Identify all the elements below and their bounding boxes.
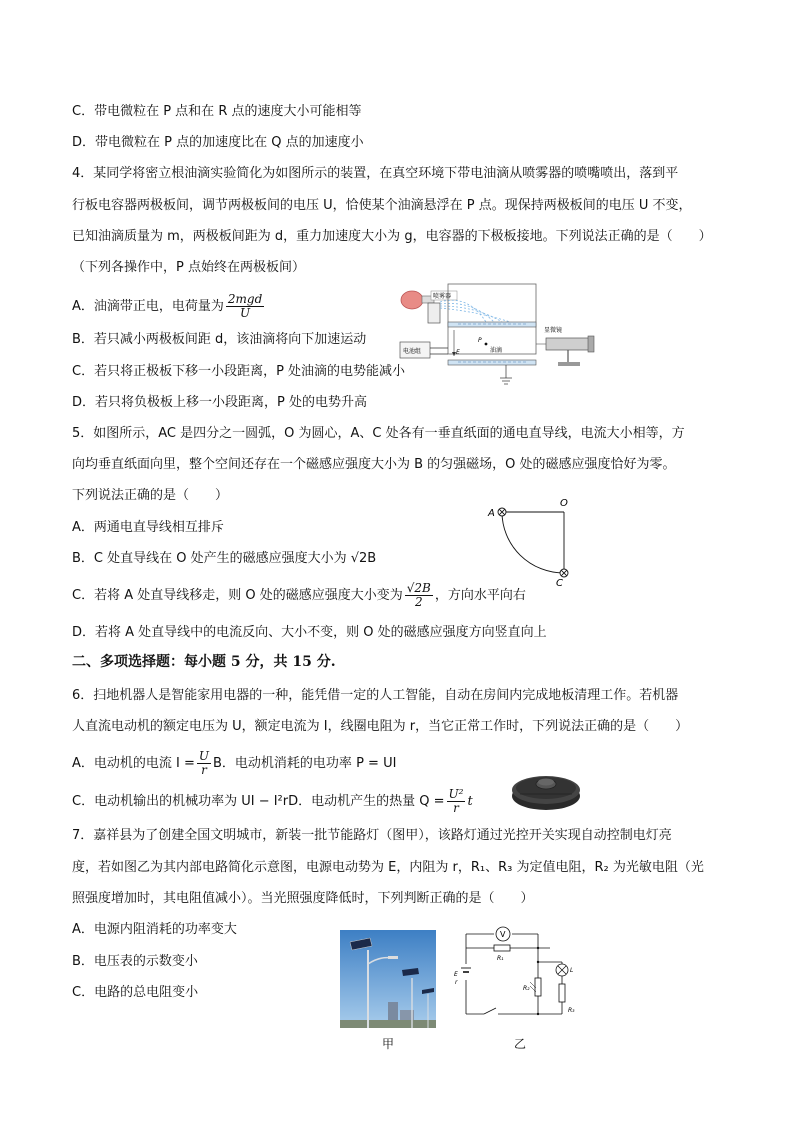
q6-stem-line1: 6．扫地机器人是智能家用电器的一种，能凭借一定的人工智能，自动在房间内完成地板清理工作。若机器: [72, 688, 679, 703]
q6d-numerator: U²: [448, 787, 464, 801]
caption-jia: 甲: [382, 1037, 395, 1051]
sprayer-label: 喷雾器: [433, 293, 452, 300]
section-2-heading: 二、多项选择题：每小题 5 分，共 15 分.: [72, 654, 336, 670]
lower-plate: [448, 360, 536, 365]
q6-option-c: C．电动机输出的机械功率为 UI − I²r: [72, 794, 289, 809]
photoresistor-r2: [535, 978, 541, 996]
q5-option-d: D．若将 A 处直导线中的电流反向、大小不变，则 O 处的磁感应强度方向竖直向上: [72, 625, 547, 640]
wire-a-icon: [498, 508, 506, 516]
q6a-numerator: U: [198, 749, 210, 763]
q4-option-c: C．若只将正极板下移一小段距离，P 处油滴的电势能减小: [72, 364, 406, 379]
quarter-arc-figure: [480, 496, 580, 588]
q6d-text: D．电动机产生的热量 Q =: [288, 794, 445, 809]
q7-option-b: B．电压表的示数变小: [72, 954, 198, 969]
q5-option-a: A．两通电直导线相互排斥: [72, 520, 224, 535]
q5c-text: C．若将 A 处直导线移走，则 O 处的磁感应强度大小变为: [72, 588, 403, 603]
sprayer-bulb-icon: [401, 291, 423, 309]
q4a-text: A．油滴带正电，电荷量为: [72, 299, 224, 314]
q5c-numerator: √2B: [406, 581, 431, 595]
voltmeter-label: V: [500, 930, 506, 939]
q7-option-c: C．电路的总电阻变小: [72, 985, 199, 1000]
point-p-label: P: [478, 337, 482, 344]
q6-option-b: B．电动机消耗的电功率 P = UI: [213, 756, 397, 771]
q6-stem-line2: 人直流电动机的额定电压为 U，额定电流为 I，线圈电阻为 r，当它正常工作时，下列说法正确的是（ ）: [72, 719, 689, 734]
resistor-r1: [494, 945, 510, 951]
q4a-numerator: 2mgd: [227, 292, 263, 306]
resistor-r3: [559, 984, 565, 1002]
q5-stem-line2: 向均垂直纸面向里，整个空间还存在一个磁感应强度大小为 B 的匀强磁场，O 处的磁感应强度恰好为零。: [72, 457, 676, 472]
wire-c-icon: [560, 569, 568, 577]
upper-plate: [448, 322, 536, 327]
oil-drop-apparatus-figure: [398, 282, 610, 390]
r2-label: R₂: [523, 985, 530, 992]
q5c-denominator: 2: [414, 595, 423, 609]
internal-r-label: r: [455, 979, 458, 986]
q6-option-row1: [72, 750, 396, 777]
q3-option-d: D．带电微粒在 P 点的加速度比在 Q 点的加速度小: [72, 135, 364, 150]
q4-stem-line4: （下列各操作中，P 点始终在两极板间）: [72, 260, 305, 275]
robot-vacuum-image: [508, 764, 584, 814]
microscope-icon: [546, 338, 590, 350]
arc-ac: [502, 512, 564, 573]
q7-stem-line1: 7．嘉祥县为了创建全国文明城市，新装一批节能路灯（图甲），该路灯通过光控开关实现自动控制电灯亮: [72, 828, 672, 843]
r1-label: R₁: [497, 955, 504, 962]
q7-option-a: A．电源内阻消耗的功率变大: [72, 922, 237, 937]
q4-option-a: [72, 293, 266, 320]
sprayer-body: [428, 303, 440, 323]
microscope-label: 显微镜: [544, 327, 563, 334]
q4-stem-line3: 已知油滴质量为 m，两极板间距为 d，重力加速度大小为 g，电容器的下极板接地。下列说法正确的是（ ）: [72, 229, 712, 244]
spray-lines: [440, 300, 510, 322]
q7-stem-line2: 度，若如图乙为其内部电路简化示意图，电源电动势为 E，内阻为 r，R₁、R₃ 为定值电阻，R₂ 为光敏电阻（光: [72, 860, 704, 875]
q4-stem-line1: 4．某同学将密立根油滴实验简化为如图所示的装置，在真空环境下带电油滴从喷雾器的喷嘴喷出，落到平: [72, 166, 679, 181]
circuit-diagram: [450, 924, 586, 1024]
q3-option-c: C．带电微粒在 P 点和在 R 点的速度大小可能相等: [72, 104, 362, 119]
q5-option-b: B．C 处直导线在 O 处产生的磁感应强度大小为 √2B: [72, 551, 377, 566]
glass-chamber: [448, 284, 536, 354]
point-c-label: C: [556, 578, 563, 588]
droplet-label: 油滴: [490, 347, 503, 354]
q5-option-c: [72, 582, 526, 609]
q6a-text: A．电动机的电流 I =: [72, 756, 195, 771]
lamp-label: L: [570, 967, 574, 974]
q4-stem-line2: 行板电容器两极板间，调节两极板间的电压 U，恰使某个油滴悬浮在 P 点。现保持两极板间的电压 U 不变，: [72, 198, 692, 213]
q4-option-b: B．若只减小两极板间距 d，该油滴将向下加速运动: [72, 332, 367, 347]
r3-label: R₃: [568, 1007, 575, 1014]
street-lamp-photo: [340, 930, 436, 1028]
q6a-fraction: [197, 750, 211, 777]
caption-yi: 乙: [514, 1037, 527, 1051]
point-a-label: A: [488, 508, 495, 519]
q5c-fraction: [405, 582, 433, 609]
q4a-denominator: U: [240, 306, 251, 320]
emf-label: E: [454, 971, 458, 978]
q5-stem-line1: 5．如图所示，AC 是四分之一圆弧，O 为圆心，A、C 处各有一垂直纸面的通电直导线，电流大小相等，方: [72, 426, 685, 441]
q7-stem-line3: 照强度增加时，其电阻值减小）。当光照强度降低时，下列判断正确的是（ ）: [72, 891, 534, 906]
q6-option-row2: [72, 788, 473, 815]
q5-stem-line3: 下列说法正确的是（ ）: [72, 488, 229, 503]
q6d-denominator: r: [453, 801, 459, 815]
field-e-label: E: [456, 349, 460, 356]
q4a-fraction: [226, 293, 264, 320]
oil-droplet: [485, 343, 488, 346]
q6d-suffix: t: [467, 794, 473, 809]
q6d-fraction: [447, 788, 466, 815]
q6a-denominator: r: [201, 763, 207, 777]
switch-icon: [484, 1008, 496, 1014]
q5c-suffix: ，方向水平向右: [434, 588, 526, 603]
q4-option-d: D．若只将负极板上移一小段距离，P 处的电势升高: [72, 395, 367, 410]
point-o-label: O: [560, 498, 568, 509]
battery-label: 电池组: [403, 348, 422, 355]
